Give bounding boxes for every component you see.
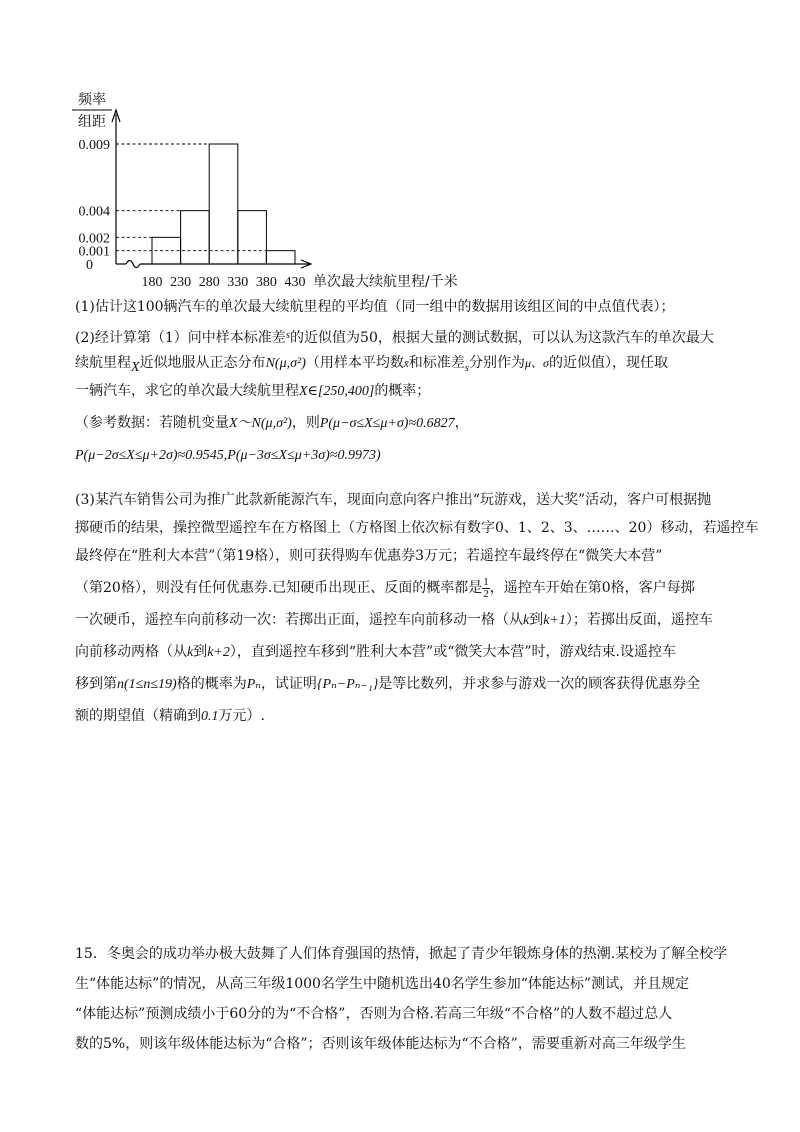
y-axis-label-bottom: 组距: [78, 114, 106, 130]
histogram-bars: [152, 144, 295, 264]
histogram-axes: [112, 110, 311, 268]
x-tick-label: 380: [255, 275, 277, 288]
y-tick-label: 0.009: [78, 138, 110, 153]
part3-line2: 掷硬币的结果，操控微型遥控车在方格图上（方格图上依次标有数字0、1、2、3、……、20）移动，若遥控车: [75, 520, 759, 536]
q15-line3: “体能达标”预测成绩小于60分的为“不合格”，否则为合格.若高三年级“不合格”的人数不超过总人: [75, 1006, 673, 1022]
x-tick-label: 330: [227, 275, 249, 288]
x-axis-label: 单次最大续航里程/千米: [313, 274, 458, 288]
histogram-reference-lines: [116, 144, 266, 251]
question-part-1-2: [75, 293, 735, 469]
part2-line2: 续航里程X近似地服从正态分布N(μ,σ²)（用样本平均数x̄和标准差$_s$分别作为μ、σ的近似值），现任取: [75, 355, 668, 375]
question-15: [75, 939, 735, 1059]
part3-line1: (3)某汽车销售公司为推广此款新能源汽车，现面向意向客户推出“玩游戏，送大奖”活动，客户可根据抛: [75, 492, 712, 508]
x-tick-label: 430: [284, 275, 306, 288]
y-tick-label: 0.001: [78, 244, 110, 260]
histogram-bar: [266, 251, 295, 264]
part3-line5: 一次硬币，遥控车向前移动一次：若掷出正面，遥控车向前移动一格（从k到k+1）；若掷出反面，遥控车: [75, 612, 713, 628]
histogram-bar: [209, 144, 238, 264]
y-axis-label-top: 频率: [78, 92, 106, 108]
question-part-3: [75, 486, 759, 730]
part3-line3: 最终停在“胜利大本营”（第19格），则可获得购车优惠券3万元；若遥控车最终停在“微笑大本营”: [75, 548, 663, 564]
axis-break: [126, 261, 140, 268]
part3-line6: 向前移动两格（从k到k+2），直到遥控车移到“胜利大本营”或“微笑大本营”时，游戏结束.设遥控车: [75, 644, 676, 660]
part2-line1: (2)经计算第（1）问中样本标准差$^s$的近似值为50，根据大量的测试数据，可以认为这款汽车的单次最大: [75, 329, 714, 346]
origin-label: 0: [86, 258, 93, 273]
part3-line4: （第20格），则没有任何优惠券.已知硬币出现正、反面的概率都是 $\frac{1}{2}$ ，遥控车开始在第0格，客户每掷: [75, 575, 695, 600]
x-tick-label: 230: [170, 275, 192, 288]
histogram-bar: [238, 211, 267, 264]
y-tick-label: 0.004: [78, 204, 110, 220]
part1-text: (1)估计这100辆汽车的单次最大续航里程的平均值（同一组中的数据用该组区间的中点值代表）；: [75, 299, 675, 315]
x-tick-label: 180: [141, 275, 163, 288]
fraction-one-half: $\frac{1}{2}$: [483, 575, 489, 600]
part3-line7: 移到第n(1≤n≤19)格的概率为Pₙ，试证明{Pₙ−Pₙ₋₁}是等比数列，并求参与游戏一次的顾客获得优惠券全: [75, 676, 701, 692]
y-tick-label: 0.002: [78, 231, 110, 247]
q15-line2: 生“体能达标”的情况，从高三年级1000名学生中随机选出40名学生参加“体能达标”测试，并且规定: [75, 976, 690, 992]
part2-line3: 一辆汽车，求它的单次最大续航里程X∈[250,400]的概率；: [75, 383, 431, 399]
q15-line4: 数的5%，则该年级体能达标为“合格”；否则该年级体能达标为“不合格”，需要重新对高三年级学生: [75, 1036, 686, 1052]
x-tick-label: 280: [198, 275, 220, 288]
frequency-histogram: [60, 88, 500, 288]
reference-line1: （参考数据：若随机变量X～N(μ,σ²)，则P(μ−σ≤X≤μ+σ)≈0.6827，: [75, 415, 469, 431]
histogram-labels: [72, 92, 458, 288]
part3-line8: 额的期望值（精确到0.1万元）.: [75, 708, 265, 724]
q15-line1: 15．冬奥会的成功举办极大鼓舞了人们体育强国的热情，掀起了青少年锻炼身体的热潮.某校为了解全校学: [75, 946, 728, 962]
reference-line2: P(μ−2σ≤X≤μ+2σ)≈0.9545,P(μ−3σ≤X≤μ+3σ)≈0.9973): [75, 448, 381, 463]
histogram-bar: [181, 211, 210, 264]
